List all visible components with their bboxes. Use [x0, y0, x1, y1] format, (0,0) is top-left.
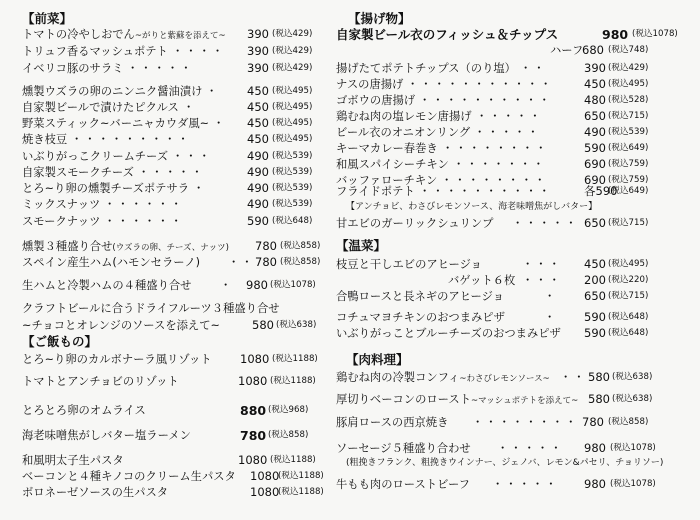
- menu-item: [0, 99, 340, 116]
- item-name: ミックスナッツ: [22, 198, 101, 211]
- item-name: バッファローチキン: [336, 174, 438, 187]
- leader-dots: ・・・・・: [474, 126, 541, 139]
- leader-dots: ・・・・・: [476, 110, 543, 123]
- item-name: とろとろ卵のオムライス: [22, 404, 146, 417]
- menu-item: [0, 213, 340, 230]
- item-name: 海老味噌焦がしバター塩ラーメン: [22, 429, 191, 442]
- item-tax-price: (税込1188): [270, 455, 316, 465]
- menu-item: ソーセージ５種盛り合わせ ・・・・・ 980 (税込1078): [336, 441, 656, 455]
- menu-item: [332, 124, 700, 141]
- item-tax-price: (税込429): [272, 46, 313, 56]
- item-tax-price: (税込495): [272, 118, 313, 128]
- menu-item: [0, 164, 340, 181]
- item-price: 490: [247, 197, 269, 211]
- leader-dots: ・: [183, 101, 197, 114]
- leader-dots: ・・・・: [172, 45, 226, 58]
- item-price: 690: [584, 173, 606, 187]
- item-tax-price: (税込495): [608, 79, 649, 89]
- menu-item: [0, 484, 340, 501]
- item-name: 和風明太子生パスタ: [22, 454, 124, 467]
- item-price: 880: [240, 403, 267, 418]
- item-name: キーマカレー春巻き: [336, 142, 438, 155]
- menu-item: [0, 180, 340, 197]
- menu-item: [0, 60, 340, 77]
- item-price: 450: [247, 100, 269, 114]
- item-name: トリュフ香るマッシュポテト: [22, 45, 168, 58]
- item-name: 燻製ウズラの卵のニンニク醤油漬け: [22, 85, 203, 98]
- item-name: スモークナッツ: [22, 215, 101, 228]
- menu-item: スペイン産生ハム(ハモンセラーノ) ・・ 780 (税込858): [22, 255, 321, 269]
- leader-dots: ・・・・・: [138, 166, 205, 179]
- item-tax-price: (税込539): [272, 167, 313, 177]
- item-price: 各590: [584, 184, 618, 198]
- item-tax-price: (税込495): [272, 102, 313, 112]
- item-tax-price: (税込649): [608, 186, 649, 196]
- fish-and-chips-half: ハーフ 680 (税込748): [550, 43, 649, 57]
- menu-item: 牛もも肉のローストビーフ ・・・・・ 980 (税込1078): [336, 477, 656, 491]
- item-price: 450: [584, 77, 606, 91]
- item-tax-price: (税込1188): [272, 354, 318, 364]
- item-name: 鶏むね肉の塩レモン唐揚げ: [336, 110, 472, 123]
- item-price: 390: [247, 61, 269, 75]
- leader-dots: ・・・・・・・・・・・: [407, 78, 554, 91]
- item-name: 和風スパイシーチキン: [336, 158, 449, 171]
- leader-dots: ・・・・・・・・・: [71, 133, 191, 146]
- menu-item: 生ハムと冷製ハムの４種盛り合せ ・ 980 (税込1078): [22, 278, 316, 292]
- leader-dots: ・・・: [172, 150, 212, 163]
- leader-dots: ・・: [520, 62, 547, 75]
- menu-item: [0, 373, 340, 390]
- menu-item-fruit-line2: ~チョコとオレンジのソースを添えて~ 580 (税込638): [22, 318, 317, 332]
- item-tax-price: (税込539): [272, 151, 313, 161]
- item-tax-price: (税込429): [608, 63, 649, 73]
- item-price: 650: [584, 109, 606, 123]
- item-tax-price: (税込759): [608, 159, 649, 169]
- leader-dots: ・・・・・・・・・・: [419, 185, 552, 198]
- item-price: 1080: [238, 374, 268, 388]
- menu-item: [0, 452, 340, 469]
- item-price: 590: [584, 141, 606, 155]
- agemono-heading: 【揚げ物】: [348, 11, 411, 26]
- menu-item: [332, 140, 700, 157]
- sausage-note: (粗挽きフランク、粗挽きウインナー、ジェノバ、レモン&パセリ、チョリソー): [346, 458, 664, 468]
- item-name: フライドポテト: [336, 185, 415, 198]
- item-name: 自家製スモークチーズ: [22, 166, 134, 179]
- item-name: ボロネーゼソースの生パスタ: [22, 486, 169, 499]
- menu-item: [0, 427, 340, 444]
- menu-item: [0, 115, 340, 132]
- menu-item: [0, 83, 340, 100]
- item-price: 1080: [250, 485, 280, 499]
- menu-item: [332, 92, 700, 109]
- item-price: 480: [584, 93, 606, 107]
- menu-item: 豚肩ロースの西京焼き ・・・・・・・・ 780 (税込858): [336, 415, 649, 429]
- menu-item-fruit-line1: クラフトビールに合うドライフルーツ３種盛り合せ: [22, 302, 280, 315]
- item-price: 690: [584, 157, 606, 171]
- menu-item: 厚切りベーコンのロースト~マッシュポテトを添えて~ 580 (税込638): [336, 392, 653, 406]
- menu-item: [0, 468, 340, 485]
- item-tax-price: (税込429): [272, 29, 313, 39]
- item-tax-price: (税込968): [268, 405, 309, 415]
- item-price: 390: [247, 27, 269, 41]
- item-price: 1080: [238, 453, 268, 467]
- item-tax-price: (税込495): [272, 86, 313, 96]
- item-tax-price: (税込528): [608, 95, 649, 105]
- menu-item: 燻製３種盛り合せ(ウズラの卵、チーズ、ナッツ) 780 (税込858): [22, 239, 321, 253]
- item-name: ゴボウの唐揚げ: [336, 94, 416, 107]
- menu-item: [0, 131, 340, 148]
- item-name: ベーコンと４種キノコのクリーム生パスタ: [22, 470, 236, 483]
- menu-item: 鶏むね肉の冷製コンフィ~わさびレモンソース~ ・・ 580 (税込638): [336, 370, 653, 384]
- item-name: 自家製ビールで漬けたピクルス: [22, 101, 179, 114]
- item-price: 1080: [240, 352, 270, 366]
- menu-item: [332, 156, 700, 173]
- item-name: 焼き枝豆: [22, 133, 68, 146]
- item-tax-price: (税込1188): [278, 471, 324, 481]
- leader-dots: ・・・・・・・: [453, 158, 547, 171]
- item-tax-price: (税込539): [272, 199, 313, 209]
- leader-dots: ・・・・・・: [104, 215, 184, 228]
- item-tax-price: (税込858): [268, 430, 309, 440]
- item-price: 490: [247, 165, 269, 179]
- leader-dots: ・: [193, 182, 207, 195]
- menu-item: バゲット６枚 ・・・ 200 (税込220): [448, 273, 649, 287]
- menu-item: [0, 148, 340, 165]
- item-name: トマトとアンチョビのリゾット: [22, 375, 179, 388]
- item-name: とろ~り卵の燻製チーズポテサラ: [22, 182, 190, 195]
- item-price: 1080: [250, 469, 280, 483]
- menu-item: [332, 108, 700, 125]
- item-price: 450: [247, 132, 269, 146]
- onsai-heading: 【温菜】: [336, 238, 387, 253]
- fries-note: 【アンチョビ、わさびレモンソース、海老味噌焦がしバター】: [346, 202, 598, 212]
- leader-dots: ・: [206, 85, 220, 98]
- niku-heading: 【肉料理】: [346, 352, 409, 367]
- leader-dots: ・・・・・・・・: [442, 142, 549, 155]
- item-tax-price: (税込539): [608, 127, 649, 137]
- menu-item: [0, 402, 340, 419]
- item-tax-price: (税込1188): [278, 487, 324, 497]
- item-tax-price: (税込1188): [270, 376, 316, 386]
- menu-item: いぶりがっことブルーチーズのおつまみピザ 590 (税込648): [336, 326, 649, 340]
- item-tax-price: (税込495): [272, 134, 313, 144]
- leader-dots: ・・・・・・・・: [441, 174, 548, 187]
- menu-item: 枝豆と干しエビのアヒージョ ・・・ 450 (税込495): [336, 257, 649, 271]
- item-tax-price: (税込649): [608, 143, 649, 153]
- menu-item: [0, 351, 340, 368]
- gohan-heading: 【ご飯もの】: [22, 334, 98, 349]
- item-tax-price: (税込715): [608, 111, 649, 121]
- item-name: トマトの冷やしおでん~がりと紫蘇を添えて~: [22, 28, 226, 41]
- item-price: 780: [240, 428, 267, 443]
- fish-and-chips: 自家製ビール衣のフィッシュ＆チップス 980 (税込1078): [336, 27, 678, 42]
- item-tax-price: (税込759): [608, 175, 649, 185]
- item-name: 野菜スティック~バーニャカウダ風~: [22, 117, 210, 130]
- item-price: 490: [247, 181, 269, 195]
- item-name: 揚げたてポテトチップス（のり塩）: [336, 62, 516, 75]
- item-tax-price: (税込539): [272, 183, 313, 193]
- menu-item: [0, 43, 340, 60]
- menu-item: [0, 26, 340, 43]
- item-name: イベリコ豚のサラミ: [22, 62, 124, 75]
- zensai-heading: 【前菜】: [22, 11, 73, 26]
- menu-item: [332, 76, 700, 93]
- menu-item: [0, 196, 340, 213]
- item-name: ナスの唐揚げ: [336, 78, 404, 91]
- item-price: 490: [584, 125, 606, 139]
- item-tax-price: (税込429): [272, 63, 313, 73]
- item-name: ビール衣のオニオンリング: [336, 126, 471, 139]
- menu-item: 合鴨ロースと長ネギのアヒージョ ・ 650 (税込715): [336, 289, 649, 303]
- leader-dots: ・・・・・・: [104, 198, 184, 211]
- item-name: とろ~り卵のカルボナーラ風リゾット: [22, 353, 212, 366]
- item-price: 590: [247, 214, 269, 228]
- menu-item: [332, 183, 700, 200]
- item-price: 450: [247, 116, 269, 130]
- item-price: 450: [247, 84, 269, 98]
- leader-dots: ・・・・・・・・・・: [419, 94, 552, 107]
- menu-item: 甘エビのガーリックシュリンプ ・・・・・ 650 (税込715): [336, 216, 649, 230]
- menu-item: コチュマヨチキンのおつまみピザ ・ 590 (税込648): [336, 310, 649, 324]
- menu-item: [332, 60, 700, 77]
- leader-dots: ・・・・・: [127, 62, 194, 75]
- item-price: 390: [247, 44, 269, 58]
- item-name: いぶりがっこクリームチーズ: [22, 150, 169, 163]
- leader-dots: ・: [213, 117, 227, 130]
- item-tax-price: (税込648): [272, 216, 313, 226]
- item-price: 490: [247, 149, 269, 163]
- item-price: 390: [584, 61, 606, 75]
